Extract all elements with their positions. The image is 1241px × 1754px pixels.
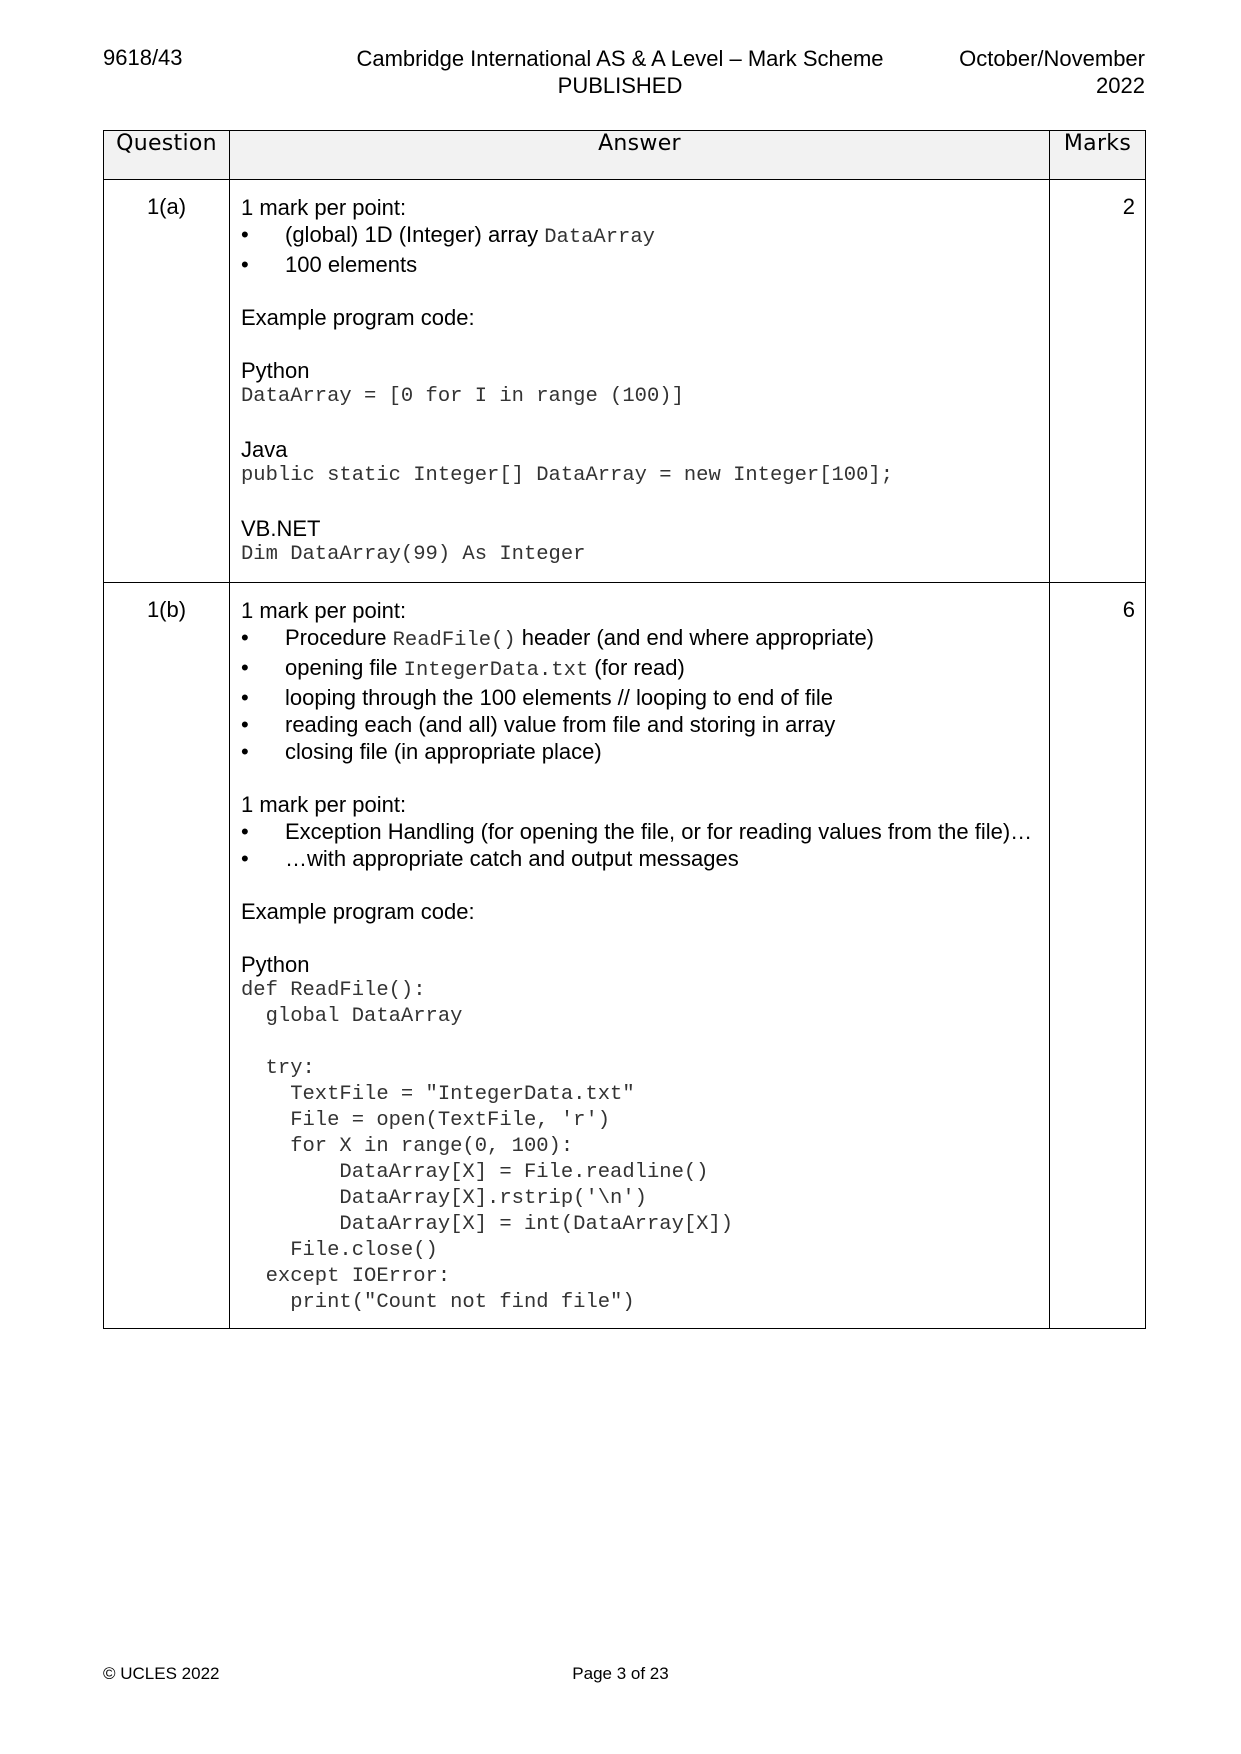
list-item [241, 684, 1039, 711]
title-line-1: Cambridge International AS & A Level – Mark Scheme [356, 46, 884, 71]
title-line-2: PUBLISHED [557, 73, 683, 98]
language-label: Python [241, 358, 310, 383]
question-number: 1(a) [104, 180, 230, 583]
point-text: header (and end where appropriate) [515, 625, 875, 650]
list-item [241, 845, 1039, 872]
marking-intro: 1 mark per point: [241, 195, 407, 220]
list-item [241, 251, 1039, 278]
code-block: Dim DataArray(99) As Integer [241, 543, 586, 566]
session-line-2: 2022 [1096, 73, 1145, 98]
document-title [330, 45, 910, 99]
copyright-notice: © UCLES 2022 [103, 1664, 220, 1683]
point-text: Exception Handling (for opening the file, or for reading values from the file)… [285, 819, 1033, 844]
point-text: reading each (and all) value from file and storing in array [285, 712, 836, 737]
marks-value: 2 [1050, 180, 1146, 583]
language-label: Python [241, 952, 310, 977]
list-item [241, 818, 1039, 845]
column-header-question: Question [104, 131, 230, 180]
marking-intro: 1 mark per point: [241, 598, 407, 623]
code-block: def ReadFile(): global DataArray try: TextFile = "IntegerData.txt" File = open(TextFile, 'r') for X in range(0, 100): DataArray[X] = File.readline() DataArray[X].rstrip('\n') DataArray[X] = int(DataArray[X]) File.close() except IOError: print("Count not find file") [241, 979, 734, 1314]
inline-code: ReadFile() [392, 629, 516, 652]
answer-cell [230, 583, 1050, 1329]
column-header-answer: Answer [230, 131, 1050, 180]
answer-cell [230, 180, 1050, 583]
point-text: closing file (in appropriate place) [285, 739, 602, 764]
mark-scheme-table [103, 130, 1146, 1329]
table-row [104, 180, 1146, 583]
inline-code: IntegerData.txt [403, 659, 589, 682]
session-line-1: October/November [959, 46, 1145, 71]
point-text: 100 elements [285, 252, 418, 277]
point-text: (global) 1D (Integer) array [285, 222, 545, 247]
code-block: public static Integer[] DataArray = new Integer[100]; [241, 464, 894, 487]
point-text: looping through the 100 elements // looping to end of file [285, 685, 833, 710]
mark-points-list [241, 818, 1039, 872]
inline-code: DataArray [544, 226, 655, 249]
mark-points-list [241, 221, 1039, 278]
list-item [241, 738, 1039, 765]
marks-value: 6 [1050, 583, 1146, 1329]
point-text: …with appropriate catch and output messages [285, 846, 739, 871]
page-number: Page 3 of 23 [572, 1664, 669, 1683]
question-number: 1(b) [104, 583, 230, 1329]
exam-session [959, 45, 1145, 99]
marking-intro: 1 mark per point: [241, 792, 407, 817]
point-text: opening file [285, 655, 404, 680]
language-label: Java [241, 437, 288, 462]
example-label: Example program code: [241, 305, 475, 330]
paper-code: 9618/43 [103, 45, 183, 70]
table-row [104, 583, 1146, 1329]
list-item [241, 711, 1039, 738]
point-text: Procedure [285, 625, 393, 650]
example-label: Example program code: [241, 899, 475, 924]
code-block: DataArray = [0 for I in range (100)] [241, 385, 684, 408]
language-label: VB.NET [241, 516, 321, 541]
mark-points-list [241, 624, 1039, 765]
list-item [241, 624, 1039, 654]
list-item [241, 654, 1039, 684]
column-header-marks: Marks [1050, 131, 1146, 180]
table-header-row [104, 131, 1146, 180]
point-text: (for read) [588, 655, 685, 680]
list-item [241, 221, 1039, 251]
